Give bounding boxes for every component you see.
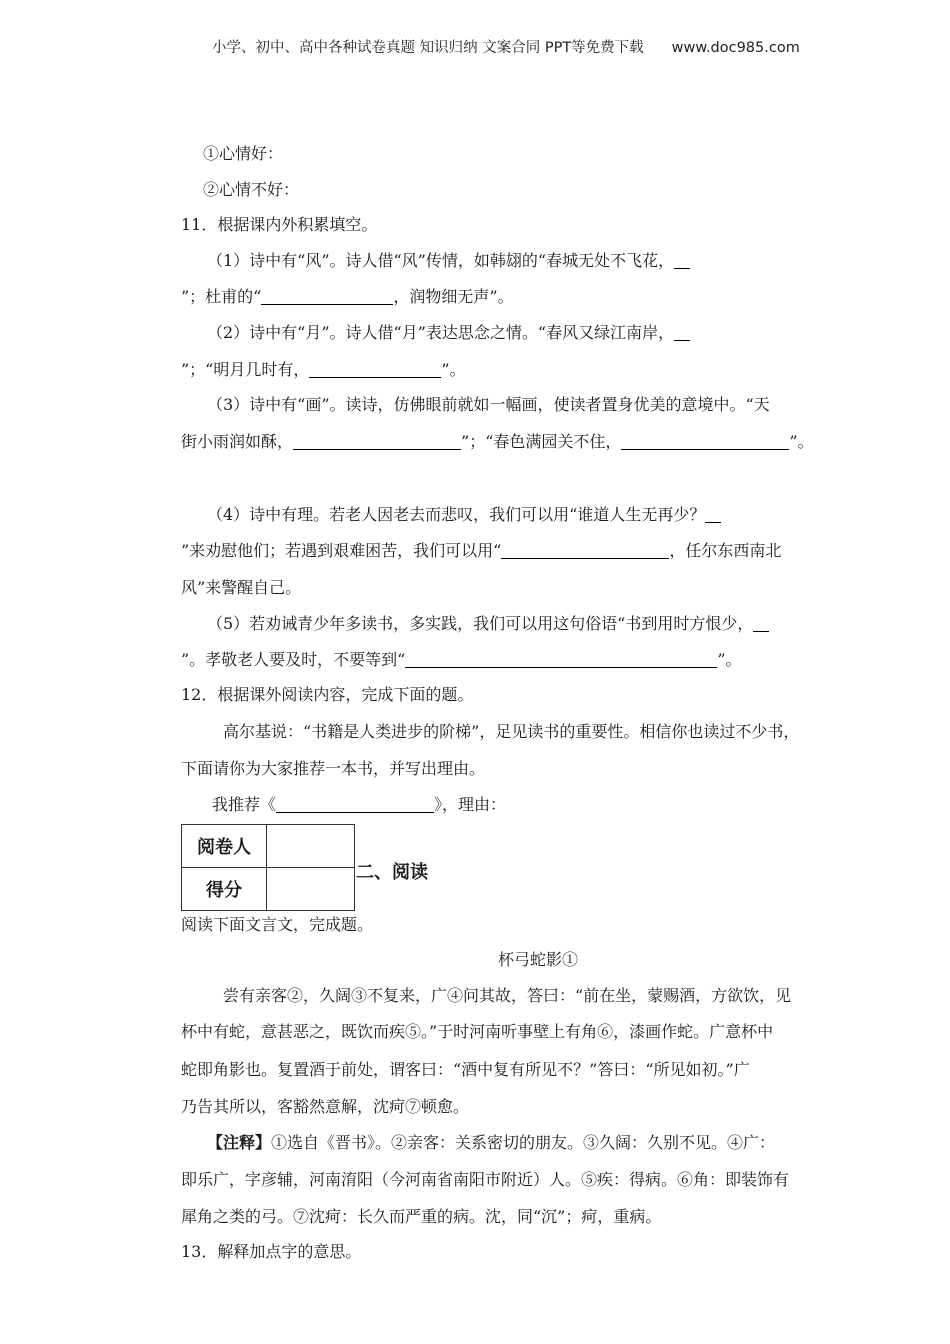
score-label: 得分: [182, 868, 267, 911]
q11-p1-text-c: ，润物细无声”。: [393, 287, 514, 306]
blank-5a[interactable]: [753, 616, 769, 632]
page-header: [212, 36, 800, 57]
q11-p4-line3: 风”来警醒自己。: [181, 578, 302, 597]
q12-recommend-line: [212, 795, 506, 815]
q13-title: 13．解释加点字的意思。: [181, 1242, 362, 1261]
score-box: [181, 824, 355, 911]
blank-4a[interactable]: [705, 507, 721, 523]
q11-p3-text-c: ”；“春色满园关不住，: [461, 432, 622, 451]
q11-p5-text-a: （5）若劝诫青少年多读书，多实践，我们可以用这句俗语“书到用时方恨少，: [207, 614, 754, 633]
q11-title: 11．根据课内外积累填空。: [181, 215, 378, 234]
q11-p1-line1: [207, 251, 690, 271]
notes-label: 【注释】: [207, 1133, 272, 1152]
q11-p3-text-b: 街小雨润如酥，: [181, 432, 294, 451]
passage-line4: 乃告其所以，客豁然意解，沈疴⑦顿愈。: [181, 1097, 470, 1116]
q11-p1-text-a: （1）诗中有“风”。诗人借“风”传情，如韩翃的“春城无处不飞花，: [207, 251, 675, 270]
blank-5b[interactable]: [405, 652, 717, 668]
q11-p2-text-a: （2）诗中有“月”。诗人借“月”表达思念之情。“春风又绿江南岸，: [207, 323, 675, 342]
q11-p4-line2: [181, 541, 781, 561]
q11-p5-text-b: ”。孝敬老人要及时，不要等到“: [181, 650, 406, 669]
q11-p5-line1: [207, 614, 769, 634]
blank-3b[interactable]: [621, 434, 789, 450]
header-banner: 小学、初中、高中各种试卷真题 知识归纳 文案合同 PPT等免费下载: [212, 40, 644, 56]
q12-paragraph-line1: 高尔基说：“书籍是人类进步的阶梯”，足见读书的重要性。相信你也读过不少书，: [223, 722, 800, 741]
q12-title: 12．根据课外阅读内容，完成下面的题。: [181, 685, 474, 704]
header-url[interactable]: www.doc985.com: [671, 40, 800, 56]
score-field[interactable]: [267, 868, 355, 911]
reading-intro: 阅读下面文言文，完成题。: [181, 915, 374, 934]
q11-p3-text-d: ”。: [789, 432, 814, 451]
blank-2a[interactable]: [674, 325, 690, 341]
q11-p2-line1: [207, 323, 690, 343]
blank-3a[interactable]: [293, 434, 461, 450]
reviewer-field[interactable]: [267, 825, 355, 868]
q11-p2-text-b: ”；“明月几时有，: [181, 360, 310, 379]
blank-4b[interactable]: [501, 543, 669, 559]
blank-1a[interactable]: [674, 253, 690, 269]
mood-good-line: ①心情好：: [203, 144, 284, 163]
passage-line3: 蛇即角影也。复置酒于前处，谓客曰：“酒中复有所见不？”答曰：“所见如初。”广: [181, 1060, 750, 1079]
q11-p3-line1: （3）诗中有“画”。读诗，仿佛眼前就如一幅画，使读者置身优美的意境中。“天: [207, 395, 770, 414]
notes-line3: 犀角之类的弓。⑦沈疴：长久而严重的病。沈，同“沉”；疴，重病。: [181, 1207, 662, 1226]
q11-p3-line2: [181, 432, 814, 452]
notes-line2: 即乐广，字彦辅，河南淯阳（今河南省南阳市附近）人。⑤疾：得病。⑥角：即装饰有: [181, 1170, 790, 1189]
q12-recommend-text-b: 》，理由：: [434, 795, 507, 814]
q11-p4-text-c: ，任尔东西南北: [669, 541, 782, 560]
passage-title: 杯弓蛇影①: [498, 950, 579, 969]
q12-paragraph-line2: 下面请你为大家推荐一本书，并写出理由。: [181, 759, 486, 778]
q11-p2-text-c: ”。: [441, 360, 466, 379]
q11-p4-text-a: （4）诗中有理。若老人因老去而悲叹，我们可以用“谁道人生无再少？: [207, 505, 706, 524]
notes-text-1: ①选自《晋书》。②亲客：关系密切的朋友。③久阔：久别不见。④广：: [271, 1133, 776, 1152]
passage-line1: 尝有亲客②，久阔③不复来，广④问其故，答曰：“前在坐，蒙赐酒，方欲饮，见: [223, 986, 792, 1005]
q11-p4-line1: [207, 505, 721, 525]
q11-p4-text-b: ”来劝慰他们；若遇到艰难困苦，我们可以用“: [181, 541, 502, 560]
notes-line1: [207, 1133, 775, 1153]
q11-p1-text-b: ”；杜甫的“: [181, 287, 262, 306]
q11-p2-line2: [181, 360, 466, 380]
q11-p5-text-c: ”。: [717, 650, 742, 669]
q11-p1-line2: [181, 287, 514, 307]
passage-line2: 杯中有蛇，意甚恶之，既饮而疾⑤。”于时河南听事壁上有角⑥，漆画作蛇。广意杯中: [181, 1022, 774, 1041]
blank-1b[interactable]: [261, 289, 393, 305]
q12-recommend-text-a: 我推荐《: [212, 795, 277, 814]
section-title: 二、阅读: [356, 862, 428, 883]
q11-p5-line2: [181, 650, 742, 670]
mood-bad-line: ②心情不好：: [203, 180, 300, 199]
blank-2b[interactable]: [309, 362, 441, 378]
book-title-blank[interactable]: [276, 797, 434, 813]
reviewer-label: 阅卷人: [182, 825, 267, 868]
